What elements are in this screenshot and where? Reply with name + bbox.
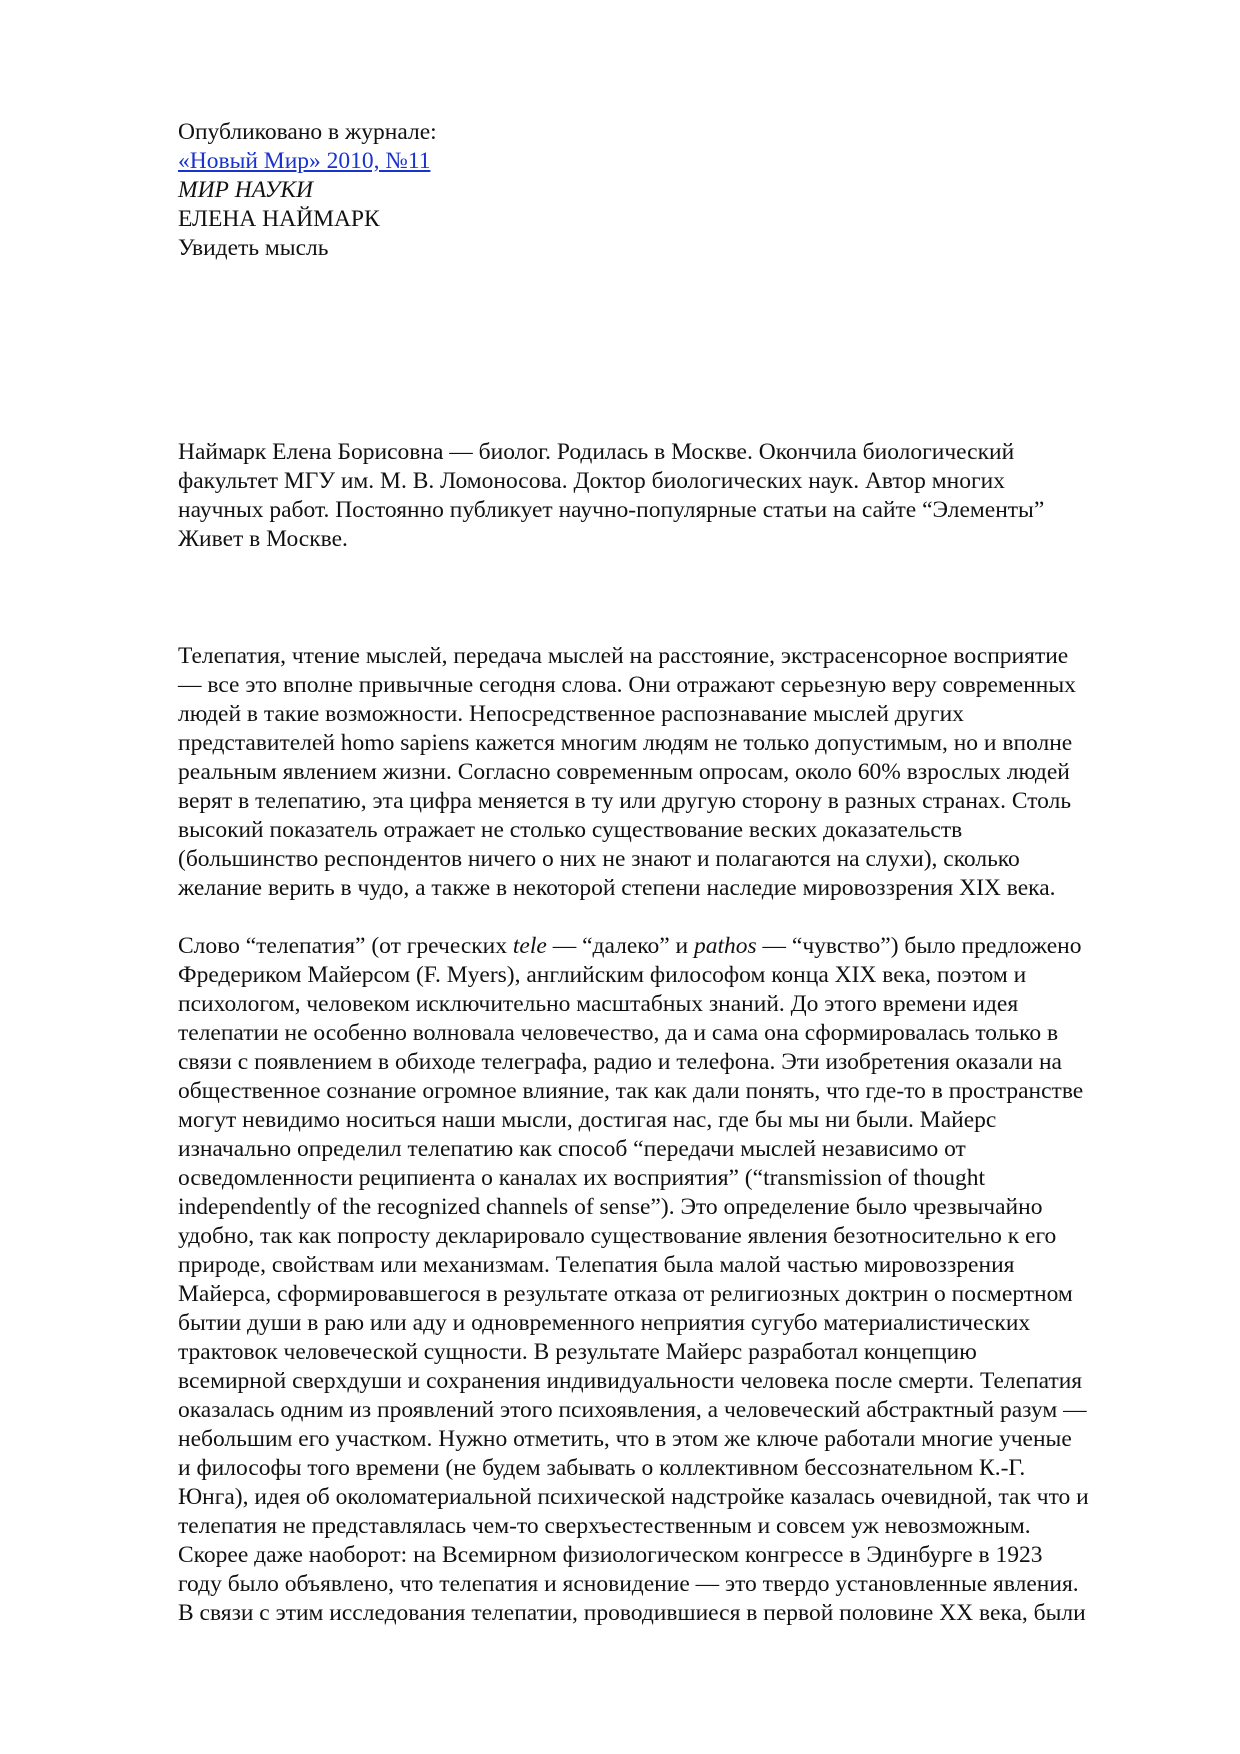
paragraph-line: небольшим его участком. Нужно отметить, что в этом же ключе работали многие ученые — [178, 1426, 1072, 1452]
paragraph-line: психологом, человеком исключительно масштабных знаний. До этого времени идея — [178, 991, 1019, 1017]
bio-line: научных работ. Постоянно публикует научно-популярные статьи на сайте “Элементы” — [178, 497, 1045, 523]
article-title: Увидеть мысль — [178, 235, 329, 261]
paragraph-line: желание верить в чудо, а также в некоторой степени наследие мировоззрения XIX века. — [178, 875, 1056, 901]
paragraph-2 — [178, 932, 1158, 1628]
paragraph-line: В связи с этим исследования телепатии, проводившиеся в первой половине XX века, были — [178, 1600, 1086, 1626]
journal-issue-line — [178, 147, 1158, 176]
text-span: Слово “телепатия” (от греческих — [178, 933, 513, 959]
term-tele: tele — [512, 933, 547, 959]
journal-link[interactable]: «Новый Мир» 2010, №11 — [178, 148, 431, 174]
paragraph-line: реальным явлением жизни. Согласно современным опросам, около 60% взрослых людей — [178, 759, 1070, 785]
paragraph-line: всемирной сверхдуши и сохранения индивидуальности человека после смерти. Телепатия — [178, 1368, 1083, 1394]
paragraph-line: — все это вполне привычные сегодня слова. Они отражают серьезную веру современных — [178, 672, 1076, 698]
term-pathos: pathos — [693, 933, 757, 959]
paragraph-line: Майерса, сформировавшегося в результате отказа от религиозных доктрин о посмертном — [178, 1281, 1073, 1307]
bio-line: Наймарк Елена Борисовна — биолог. Родилась в Москве. Окончила биологический — [178, 439, 1015, 465]
paragraph-line: высокий показатель отражает не столько существование веских доказательств — [178, 817, 963, 843]
paragraph-line: бытии души в раю или аду и одновременного неприятия сугубо материалистических — [178, 1310, 1031, 1336]
text-span: — “чувство”) было предложено — [756, 933, 1082, 959]
paragraph-line: представителей homo sapiens кажется многим людям не только допустимым, но и вполне — [178, 730, 1073, 756]
paragraph-line: телепатия не представлялась чем-то сверхъестественным и совсем уж невозможным. — [178, 1513, 1031, 1539]
paragraph-line: удобно, так как попросту декларировало существование явления безотносительно к его — [178, 1223, 1057, 1249]
paragraph-line: природе, свойствам или механизмам. Телепатия была малой частью мировоззрения — [178, 1252, 1015, 1278]
paragraph-line: людей в такие возможности. Непосредственное распознавание мыслей других — [178, 701, 964, 727]
paragraph-line: телепатии не особенно волновала человечество, да и сама она сформировалась только в — [178, 1020, 1059, 1046]
document-page — [178, 118, 1158, 1626]
paragraph-line: году было объявлено, что телепатия и ясновидение — это твердо установленные явления. — [178, 1571, 1079, 1597]
section-label: МИР НАУКИ — [178, 177, 314, 203]
paragraph-line: трактовок человеческой сущности. В результате Майерс разработал концепцию — [178, 1339, 977, 1365]
paragraph-line: (большинство респондентов ничего о них не знают и полагаются на слухи), сколько — [178, 846, 1020, 872]
paragraph-line: осведомленности реципиента о каналах их восприятия” (“transmission of thought — [178, 1165, 986, 1191]
paragraph-line: изначально определил телепатию как способ “передачи мыслей независимо от — [178, 1136, 966, 1162]
paragraph-line: могут невидимо носиться наши мысли, достигая нас, где бы мы ни были. Майерс — [178, 1107, 997, 1133]
paragraph-line: Телепатия, чтение мыслей, передача мыслей на расстояние, экстрасенсорное восприятие — [178, 643, 1069, 669]
paragraph-first-line — [178, 932, 1158, 961]
paragraph-line: верят в телепатию, эта цифра меняется в ту или другую сторону в разных странах. Столь — [178, 788, 1072, 814]
paragraph-line: Юнга), идея об околоматериальной психической надстройке казалась очевидной, так что и — [178, 1484, 1089, 1510]
paragraph-line: общественное сознание огромное влияние, так как дали понять, что где-то в пространстве — [178, 1078, 1084, 1104]
author-name: ЕЛЕНА НАЙМАРК — [178, 206, 380, 232]
published-in-label: Опубликовано в журнале: — [178, 119, 437, 145]
bio-line: Живет в Москве. — [178, 526, 348, 552]
author-bio — [178, 438, 1158, 554]
paragraph-1 — [178, 642, 1158, 903]
bio-line: факультет МГУ им. М. В. Ломоносова. Доктор биологических наук. Автор многих — [178, 468, 1005, 494]
paragraph-line: Фредериком Майерсом (F. Myers), английским философом конца XIX века, поэтом и — [178, 962, 1027, 988]
paragraph-line: independently of the recognized channels of sense”). Это определение было чрезвычайно — [178, 1194, 1043, 1220]
paragraph-line: связи с появлением в обиходе телеграфа, радио и телефона. Эти изобретения оказали на — [178, 1049, 1062, 1075]
paragraph-line: Скорее даже наоборот: на Всемирном физиологическом конгрессе в Эдинбурге в 1923 — [178, 1542, 1043, 1568]
paragraph-line: оказалась одним из проявлений этого психоявления, а человеческий абстрактный разум — — [178, 1397, 1087, 1423]
text-span: — “далеко” и — [546, 933, 694, 959]
paragraph-line: и философы того времени (не будем забывать о коллективном бессознательном К.-Г. — [178, 1455, 1026, 1481]
